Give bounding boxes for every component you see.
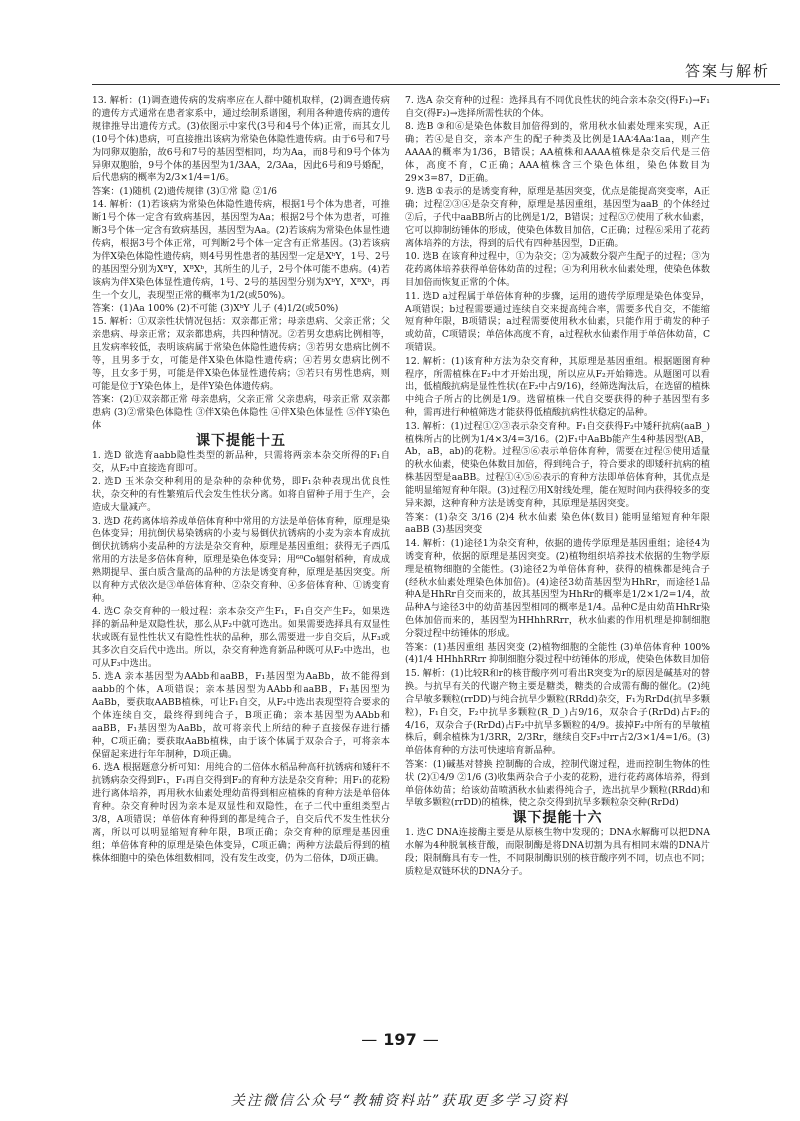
answer-paragraph: 答案：(2)①双亲都正常 母亲患病，父亲正常 父亲患病，母亲正常 双亲都患病 (3)②常染色体隐性 ③伴X染色体隐性 ④伴X染色体显性 ⑤伴Y染色体 <box>92 394 390 432</box>
answer-paragraph: 2. 选D 玉米杂交种利用的是杂种的杂种优势，即F₁杂种表现出优良性状，杂交种的有性繁殖后代会发生性状分离。如将自留种子用于生产，会造成大量减产。 <box>92 476 390 514</box>
section-heading: 课下提能十六 <box>512 810 603 827</box>
answer-paragraph: 3. 选D 花药离体培养成单倍体育种中常用的方法是单倍体育种，原理是染色体变异；用抗倒伏易染锈病的小麦与易倒伏抗锈病的小麦为亲本育成抗倒伏抗锈病小麦品种的方法是杂交育种，原理是基因重组；获得无子西瓜常用的方法是多倍体育种，原理是染色体变异；用⁶⁰Co辐射稻种，育成成熟期提早、蛋白质含量高的品种的方法是诱变育种，原理是基因突变。所以育种方式依次是③单倍体育种、②杂交育种、④多倍体育种、①诱变育种。 <box>92 515 390 604</box>
answer-paragraph: 答案：(1)杂交 3/16 (2)4 秋水仙素 染色体(数目) 能明显缩短育种年限 aaBB (3)基因突变 <box>405 511 710 536</box>
answer-paragraph: 答案：(1)随机 (2)遗传规律 (3)①常 隐 ②1/6 <box>92 185 277 197</box>
answer-paragraph: 8. 选B ③和⑥是染色体数目加倍得到的，常用秋水仙素处理来实现，A正确；若④是自交，亲本产生的配子种类及比例是1AA∶4Aa∶1aa，则产生AAAA的概率为1/36，B错误；AA植株和AAAA植株是杂交后代是三倍体，高度不育，C正确；AAA植株含三个染色体组，染色体数目为29×3=87，D正确。 <box>405 121 710 184</box>
answer-paragraph: 14. 解析：(1)若该病为常染色体隐性遗传病，根据1号个体为患者，可推断1号个体一定含有致病基因，基因型为Aa；根据2号个体为患者，可推断3号个体一定含有致病基因，基因型为Aa。(2)若该病为常染色体显性遗传病，根据3号个体正常，可判断2号个体一定含有正常基因。(3)若该病为伴X染色体隐性遗传病，则4号男性患者的基因型一定是XᵇY，1号、2号的基因型分别为XᴮY，XᴮXᵇ，其所生的儿子，2号个体可能不患病。(4)若该病为伴X染色体显性遗传病，1号、2号的基因型分别为XᵇY，XᴮXᵇ，再生一个女儿，表现型正常的概率为1/2(或50%)。 <box>92 199 390 301</box>
answer-paragraph: 13. 解析：(1)过程①②③表示杂交育种。F₁自交获得F₂中矮秆抗病(aaB_)植株所占的比例为1/4×3/4=3/16。(2)F₁中AaBb能产生4种基因型(AB，Ab，aB，ab)的花粉。过程⑤⑥表示单倍体育种，需要在过程⑤使用适量的秋水仙素，使染色体数目加倍，得到纯合子，符合要求的即矮秆抗病的植株基因型是aaBB。过程①④⑤⑥表示的育种方法即单倍体育种，其优点是能明显缩短育种年限。(3)过程⑦用X射线处理，能在短时间内获得较多的变异来源，这种育种方法是诱变育种，其原理是基因突变。 <box>405 420 710 510</box>
answer-paragraph: 答案：(1)碱基对替换 控制酶的合成，控制代谢过程，进而控制生物体的性状 (2)①4/9 ②1/6 (3)收集两杂合子小麦的花粉，进行花药离体培养，得到单倍体幼苗；给该幼苗喷洒秋水仙素得纯合子，选出抗旱少颗粒(RRdd)和旱敏多颗粒(rrDD)的植株，使之杂交得到抗旱多颗粒杂交种(RrDd) <box>405 758 710 809</box>
answer-paragraph: 13. 解析：(1)调查遗传病的发病率应在人群中随机取样，(2)调查遗传病的遗传方式通常在患者家系中，通过绘制系谱图，利用各种遗传病的遗传规律推导出遗传方式。(3)依图示中家代(3号和4号个体)正常，而其女儿(10号个体)患病，可直接推出该病为常染色体隐性遗传病。由于6号和7号为同卵双胞胎，故6号和7号的基因型相同，均为Aa，而8号和9号个体为异卵双胞胎，9号个体的基因型为1/3AA，2/3Aa，因此6号和9号婚配，后代患病的概率为2/3×1/4=1/6。 <box>92 95 390 184</box>
answer-paragraph: 5. 选A 亲本基因型为AAbb和aaBB，F₁基因型为AaBb，故不能得到aabb的个体，A项错误；亲本基因型为AAbb和aaBB，F₁基因型为AaBb，要获取AABB植株，可让F₁自交，从F₂中选出表现型符合要求的个体连续自交，最终得到纯合子，B项正确；亲本基因型为AAbb和aaBB，F₁基因型为AaBb，故可将亲代上所结的种子直接保存进行播种，C项正确；要获取AaBb植株，由于该个体属于双杂合子，可将亲本保留起来进行年年制种，D项正确。 <box>92 671 390 760</box>
answer-paragraph: 12. 解析：(1)该育种方法为杂交育种，其原理是基因重组。根据题图育种程序，所需植株在F₂中才开始出现，所以应从F₂开始筛选。从题图可以看出，低植酸抗病是显性性状(在F₂中占9/16)，经筛选淘汰后，在选留的植株中纯合子所占的比例是1/9。选留植株一代自交要获得的种子基因型有多种，需再进行种植筛选才能获得低植酸抗病性状稳定的品种。 <box>405 355 710 419</box>
answer-paragraph: 15. 解析：(1)比较R和r的核苷酸序列可看出R突变为r的原因是碱基对的替换。与抗早有关的代谢产物主要是糖类，糖类的合成需有酶的催化。(2)纯合早敏多颗粒(rrDD)与纯合抗旱少颗粒(RRdd)杂交，F₁为RrDd(抗旱多颗粒)，F₁自交，F₂中抗旱多颗粒(R_D_)占9/16，双杂合子(RrDd)占F₂的4/16，双杂合子(RrDd)占F₂中抗旱多颗粒的4/9。拔掉F₂中所有的旱敏植株后，剩余植株为1/3RR，2/3Rr，继续自交F₃中rr占2/3×1/4=1/6。(3)单倍体育种的方法可快速培育新品种。 <box>405 667 710 757</box>
answer-paragraph: 10. 选B 在该育种过程中，①为杂交；②为减数分裂产生配子的过程；③为花药离体培养获得单倍体幼苗的过程；④为利用秋水仙素处理，使染色体数目加倍而恢复正常的个体。 <box>405 251 710 289</box>
answer-paragraph: 7. 选A 杂交育种的过程：选择具有不同优良性状的纯合亲本杂交(得F₁)→F₁自交(得F₂)→选择所需性状的个体。 <box>405 95 710 119</box>
left-column <box>92 95 390 866</box>
right-column <box>405 95 710 879</box>
answer-paragraph: 11. 选D a过程属于单倍体育种的步骤，运用的遗传学原理是染色体变异，A项错误；b过程需要通过连续自交来提高纯合率，需要多代自交，不能缩短育种年限，B项错误；a过程需要使用秋水仙素，只能作用于萌发的种子或幼苗，C项错误；单倍体高度不育，a过程秋水仙素作用于单倍体幼苗，C项错误。 <box>405 290 710 354</box>
page-number <box>0 1030 800 1049</box>
page-number-value: 197 <box>383 1030 417 1049</box>
page-number-dash-left: — <box>361 1030 378 1049</box>
header-rule <box>92 84 780 85</box>
answer-paragraph: 1. 选C DNA连接酶主要是从原核生物中发现的；DNA水解酶可以把DNA水解为4种脱氧核苷酸，而限制酶是将DNA切割为具有相同末端的DNA片段；限制酶具有专一性，不同限制酶识别的核苷酸序列不同，切点也不同；质粒是双链环状的DNA分子。 <box>405 827 710 877</box>
answer-paragraph: 1. 选D 欲选育aabb隐性类型的新品种，只需将两亲本杂交所得的F₁自交，从F₂中直接选育即可。 <box>92 449 390 474</box>
answer-paragraph: 9. 选B ①表示的是诱变育种，原理是基因突变，优点是能提高突变率，A正确；过程②③④是杂交育种，原理是基因重组，基因型为aaB_的个体经过②后，子代中aaBB所占的比例是1/2，B错误；过程⑤⑦使用了秋水仙素，它可以抑制纺锤体的形成，使染色体数目加倍，C正确；过程⑥采用了花药离体培养的方法，得到的后代有四种基因型，D正确。 <box>405 186 710 249</box>
answer-paragraph: 15. 解析：①双亲性状情况包括：双亲都正常；母亲患病、父亲正常；父亲患病、母亲正常；双亲都患病，共四种情况。②若男女患病比例相等，且发病率较低，表明该病属于常染色体隐性遗传病；③若男女患病比例不等，且男多于女，可能是伴X染色体隐性遗传病；④若男女患病比例不等，且女多于男，可能是伴X染色体显性遗传病；⑤若只有男性患病，则可能是位于Y染色体上，是伴Y染色体遗传病。 <box>92 316 390 392</box>
section-heading: 课下提能十五 <box>196 433 286 450</box>
answer-paragraph: 答案：(1)Aa 100% (2)不可能 (3)XᵇY 儿子 (4)1/2(或50%) <box>92 303 339 314</box>
answer-paragraph: 14. 解析：(1)途径1为杂交育种，依据的遗传学原理是基因重组；途径4为诱变育种，依据的原理是基因突变。(2)植物组织培养技术依据的生物学原理是植物细胞的全能性。(3)途径2为单倍体育种，获得的植株都是纯合子(经秋水仙素处理染色体加倍)。(4)途径3幼苗基因型为HhRr，而途径1品种A是HhRr自交而来的，故其基因型为HhRr的概率是1/2×1/2=1/4，故品种A与途径3中的幼苗基因型相同的概率是1/4。品种C是由幼苗HhRr染色体加倍而来的，基因型为HHhhRRrr，秋水仙素的作用机理是抑制细胞分裂过程中纺锤体的形成。 <box>405 537 710 640</box>
footer-note: 关注微信公众号“教辅资料站”获取更多学习资料 <box>230 1093 570 1109</box>
page-number-dash-right: — <box>422 1030 439 1049</box>
answer-paragraph: 6. 选A 根据题意分析可知：用纯合的二倍体水稻品种高秆抗锈病和矮秆不抗锈病杂交得到F₁，F₁再自交得到F₂的育种方法是杂交育种；用F₁的花粉进行离体培养，再用秋水仙素处理幼苗得到相应植株的育种方法是单倍体育种。杂交育种时因为亲本是双显性和双隐性，在子二代中重组类型占3/8，A项错误；单倍体育种得到的都是纯合子，自交后代不发生性状分离，所以可以明显缩短育种年限，B项正确；杂交育种的原理是基因重组；单倍体育种的原理是染色体变异，C项正确；两种方法最后得到的植株体细胞中的染色体组数相同，没有发生改变，仍为二倍体，D项正确。 <box>92 762 390 864</box>
answer-paragraph: 答案：(1)基因重组 基因突变 (2)植物细胞的全能性 (3)单倍体育种 100% (4)1/4 HHhhRRrr 抑制细胞分裂过程中纺锤体的形成，使染色体数目加倍 <box>405 641 710 666</box>
page-header <box>0 0 800 92</box>
header-title: 答案与解析 <box>684 62 770 80</box>
answer-paragraph: 4. 选C 杂交育种的一般过程：亲本杂交产生F₁，F₁自交产生F₂，如果选择的新品种是双隐性状，那么从F₂中就可选出。如果需要选择具有双显性状或既有显性性状又有隐性性状的品种，那么需要进一步自交后，从F₃或其多次自交后代中选出。所以，杂交育种选育新品种既可从F₂中选出，也可从F₃中选出。 <box>92 606 390 669</box>
